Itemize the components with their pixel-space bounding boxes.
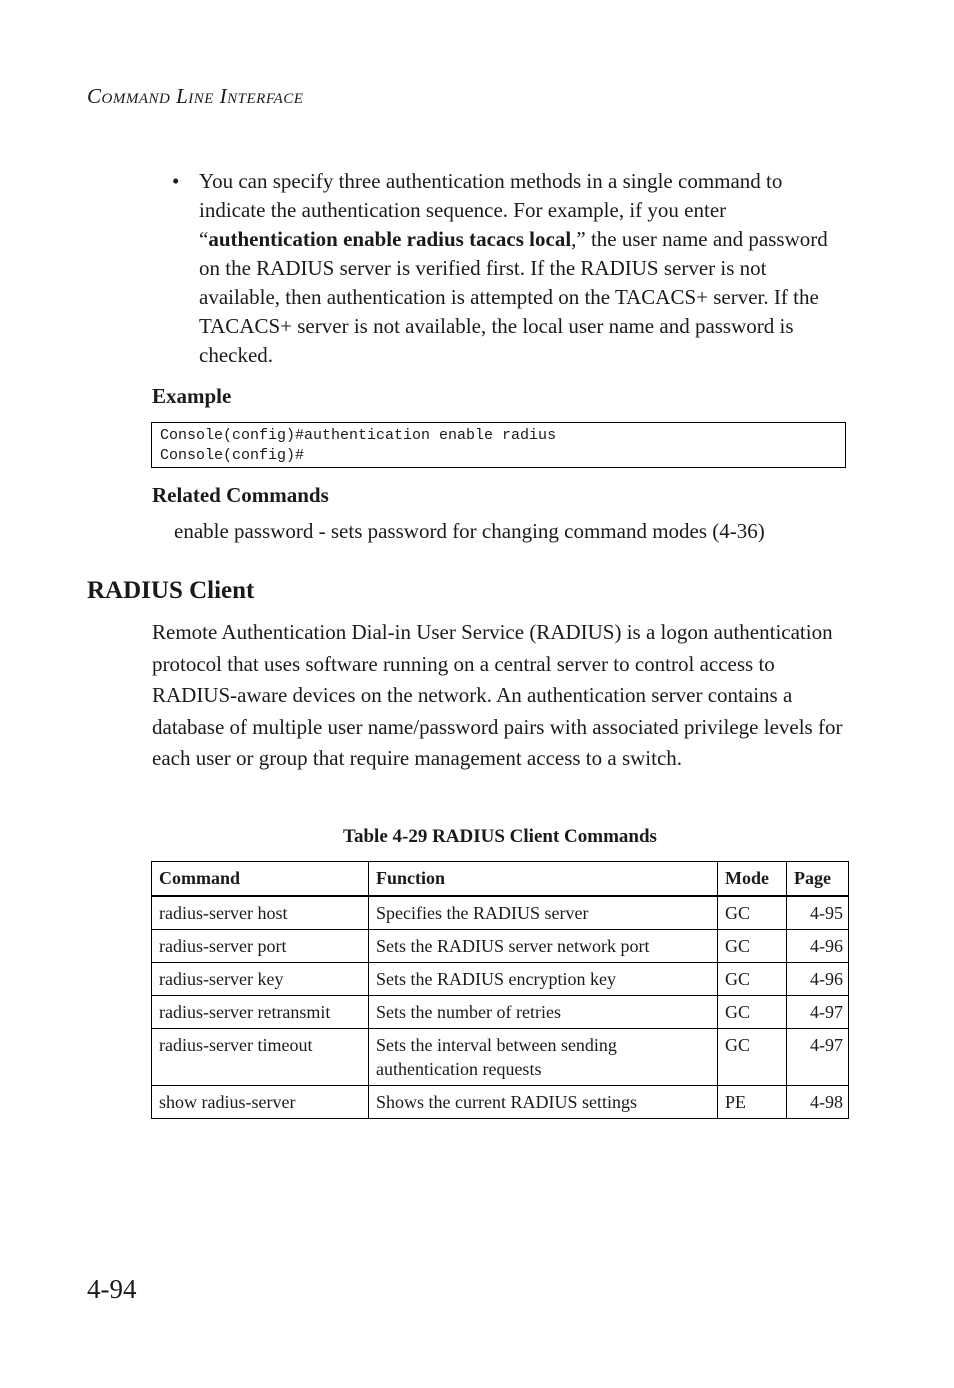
column-header-page: Page — [787, 862, 849, 897]
cell-function: Sets the interval between sending authentication requests — [369, 1029, 718, 1086]
cell-mode: GC — [718, 1029, 787, 1086]
table-row — [152, 996, 849, 1029]
cell-command: radius-server host — [152, 896, 369, 930]
bullet-text-before: You can specify three authentication methods in a single command to indicate the authentication sequence. For example, if you enter “ — [199, 169, 783, 251]
cell-command: radius-server retransmit — [152, 996, 369, 1029]
related-commands-heading: Related Commands — [152, 483, 329, 507]
cell-page: 4-98 — [787, 1086, 849, 1119]
bullet-symbol: • — [172, 169, 180, 193]
table-row — [152, 930, 849, 963]
radius-commands-table — [151, 861, 849, 1119]
page-number: 4-94 — [87, 1274, 137, 1304]
cell-command: show radius-server — [152, 1086, 369, 1119]
column-header-mode: Mode — [718, 862, 787, 897]
cell-mode: GC — [718, 930, 787, 963]
code-line: Console(config)# — [160, 447, 305, 464]
code-example-box — [151, 422, 846, 468]
bullet-item — [172, 167, 849, 370]
table-row — [152, 1086, 849, 1119]
bullet-bold-command: authentication enable radius tacacs local — [208, 227, 572, 251]
table-row — [152, 963, 849, 996]
column-header-command: Command — [152, 862, 369, 897]
cell-function: Shows the current RADIUS settings — [369, 1086, 718, 1119]
cell-page: 4-96 — [787, 963, 849, 996]
cell-function: Sets the RADIUS encryption key — [369, 963, 718, 996]
cell-mode: GC — [718, 963, 787, 996]
code-line: Console(config)#authentication enable radius — [160, 427, 557, 444]
cell-page: 4-96 — [787, 930, 849, 963]
bullet-text-after: ,” the user name and password on the RADIUS server is verified first. If the RADIUS server is not available, then authentication is attempted on the TACACS+ server. If the TACACS+ server is not available, the local user name and password is checked. — [199, 227, 828, 367]
cell-command: radius-server key — [152, 963, 369, 996]
cell-command: radius-server port — [152, 930, 369, 963]
cell-page: 4-97 — [787, 1029, 849, 1086]
section-title: RADIUS Client — [87, 577, 255, 604]
cell-function: Specifies the RADIUS server — [369, 896, 718, 930]
cell-mode: PE — [718, 1086, 787, 1119]
column-header-function: Function — [369, 862, 718, 897]
cell-function: Sets the RADIUS server network port — [369, 930, 718, 963]
table-row — [152, 896, 849, 930]
cell-command: radius-server timeout — [152, 1029, 369, 1086]
table-header-row — [152, 862, 849, 897]
running-header: Command Line Interface — [87, 84, 304, 108]
example-heading: Example — [152, 384, 232, 408]
table-caption: Table 4-29 RADIUS Client Commands — [343, 826, 657, 847]
cell-page: 4-95 — [787, 896, 849, 930]
cell-mode: GC — [718, 896, 787, 930]
cell-function: Sets the number of retries — [369, 996, 718, 1029]
cell-mode: GC — [718, 996, 787, 1029]
cell-page: 4-97 — [787, 996, 849, 1029]
related-commands-text: enable password - sets password for changing command modes (4-36) — [174, 519, 765, 543]
table-row — [152, 1029, 849, 1086]
section-paragraph: Remote Authentication Dial-in User Service (RADIUS) is a logon authentication protocol that uses software running on a central server to control access to RADIUS-aware devices on the network. An authentication server contains a database of multiple user name/password pairs with associated privilege levels for each user or group that require management access to a switch. — [152, 620, 843, 770]
